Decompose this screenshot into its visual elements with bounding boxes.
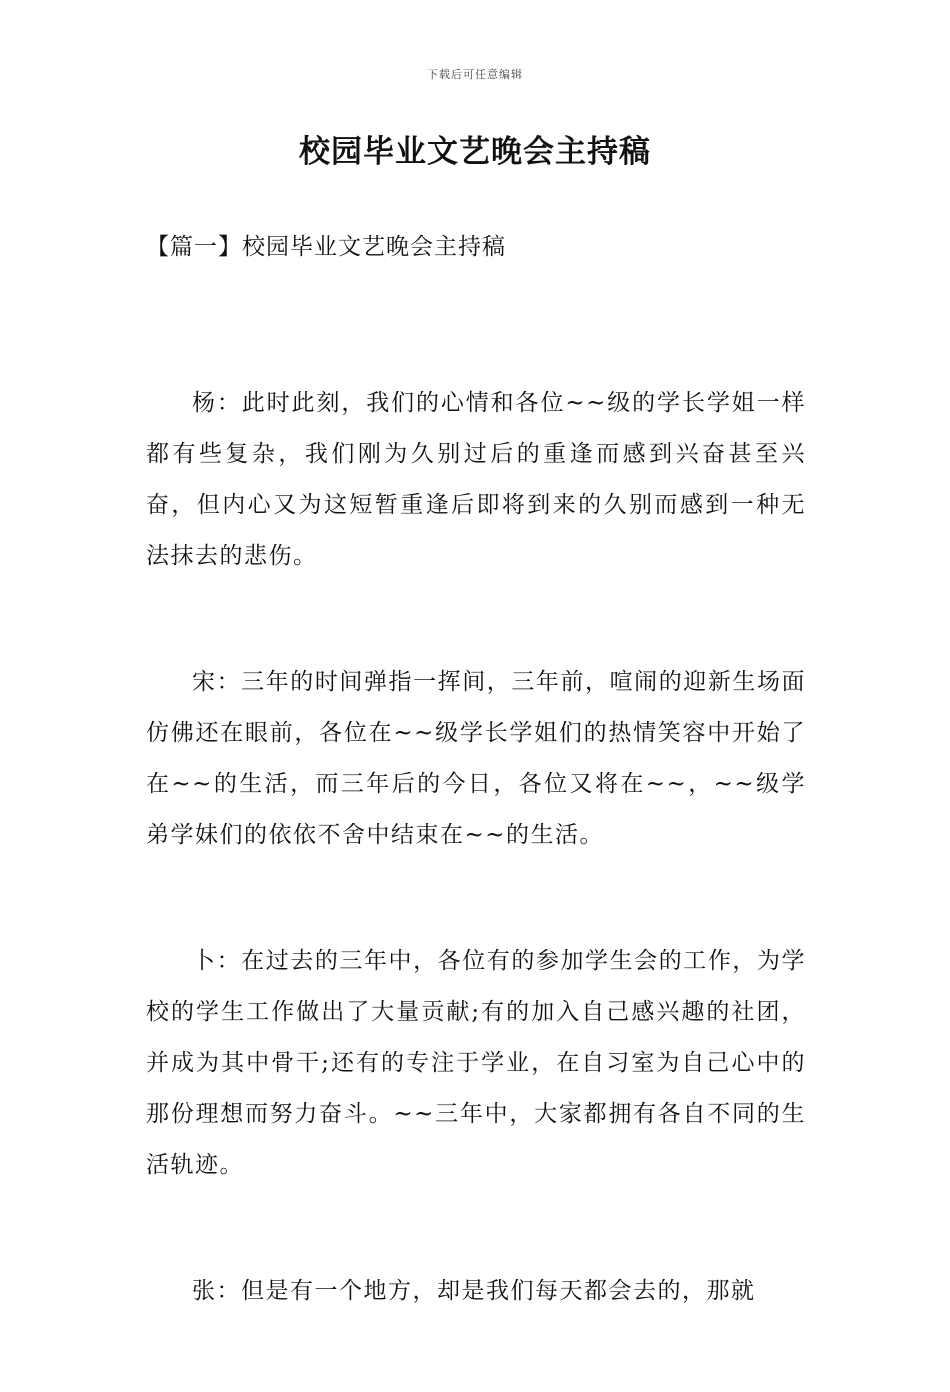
paragraph-song: 宋：三年的时间弹指一挥间，三年前，喧闹的迎新生场面仿佛还在眼前，各位在~~级学长学姐们的热情笑容中开始了在~~的生活，而三年后的今日，各位又将在~~，~~级学弟学妹们的依依不舍中结束在~~的生活。 [146, 669, 806, 848]
section-heading: 【篇一】校园毕业文艺晚会主持稿 [146, 234, 506, 260]
header-note: 下载后可任意编辑 [427, 68, 523, 81]
paragraph-yang: 杨：此时此刻，我们的心情和各位~~级的学长学姐一样都有些复杂，我们刚为久别过后的重逢而感到兴奋甚至兴奋，但内心又为这短暂重逢后即将到来的久别而感到一种无法抹去的悲伤。 [146, 390, 806, 569]
document-title: 校园毕业文艺晚会主持稿 [299, 134, 651, 170]
paragraph-zhang: 张：但是有一个地方，却是我们每天都会去的，那就 [192, 1278, 756, 1304]
body-text [146, 378, 806, 1392]
paragraph-bu: 卜：在过去的三年中，各位有的参加学生会的工作，为学校的学生工作做出了大量贡献;有的加入自己感兴趣的社团，并成为其中骨干;还有的专注于学业，在自习室为自己心中的那份理想而努力奋斗。~~三年中，大家都拥有各自不同的生活轨迹。 [146, 948, 806, 1178]
